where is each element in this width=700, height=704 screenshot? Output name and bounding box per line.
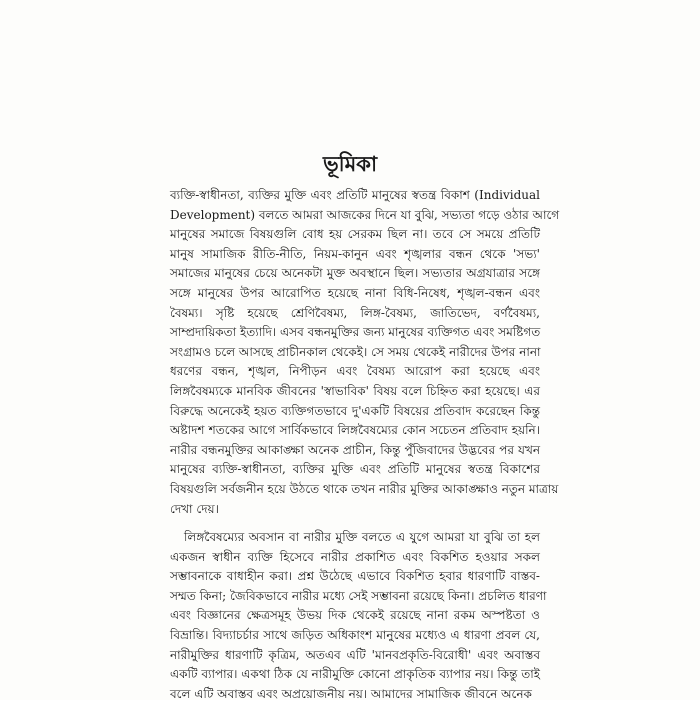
- text-line: সম্মত কিনা; জৈবিকভাবে নারীর মধ্যে সেই সম্ভাবনা রয়েছে কিনা। প্রচলিত ধারণা: [170, 588, 547, 603]
- text-line: নারীমুক্তির ধারণাটি কৃত্রিম, অতএব এটি 'মানবপ্রকৃতি-বিরোধী' এবং অবাস্তব: [170, 647, 540, 662]
- text-line: সমাজের মানুষের চেয়ে অনেকটা মুক্ত অবস্থানে ছিল। সভ্যতার অগ্রযাত্রার সঙ্গে: [170, 266, 540, 281]
- text-line: মানুষ সামাজিক রীতি-নীতি, নিয়ম-কানুন এবং শৃঙ্খলার বন্ধন থেকে 'সভ্য': [170, 246, 540, 261]
- paragraph-gap: [170, 519, 540, 528]
- text-line: সম্ভাবনাকে বাধাহীন করা। প্রশ্ন উঠেছে এভাবে বিকশিত হবার ধারণাটি বাস্তব-: [170, 569, 540, 584]
- text-line: ব্যক্তি-স্বাধীনতা, ব্যক্তির মুক্তি এবং প্রতিটি মানুষের স্বতন্ত্র বিকাশ (Individual: [170, 188, 540, 202]
- page-title: ভূমিকা: [322, 151, 378, 176]
- text-line: একটি ব্যাপার। একথা ঠিক যে নারীমুক্তি কোনো প্রাকৃতিক ব্যাপার নয়। কিন্তু তাই: [170, 667, 540, 682]
- paragraphs: [170, 186, 560, 704]
- text-line: সঙ্গে মানুষের উপর আরোপিত হয়েছে নানা বিধি-নিষেধ, শৃঙ্খল-বন্ধন এবং: [170, 285, 540, 300]
- text-line: লিঙ্গবৈষম্যের অবসান বা নারীর মুক্তি বলতে এ যুগে আমরা যা বুঝি তা হল: [184, 530, 540, 545]
- text-line: দেখা দেয়।: [170, 501, 219, 516]
- text-line: বলে এটি অবাস্তব এবং অপ্রয়োজনীয় নয়। আমাদের সামাজিক জীবনে অনেক: [170, 686, 532, 701]
- paragraph: [170, 186, 560, 519]
- text-line: বিষয়গুলি সর্বজনীন হয়ে উঠতে থাকে তখন নারীর মুক্তির আকাঙ্ক্ষাও নতুন মাত্রায়: [170, 481, 559, 496]
- text-line: ধরণের বন্ধন, শৃঙ্খল, নিপীড়ন এবং বৈষম্য আরোপ করা হয়েছে এবং: [170, 364, 540, 379]
- text-line: সংগ্রামও চলে আসছে প্রাচীনকাল থেকেই। সে সময় থেকেই নারীদের উপর নানা: [170, 344, 541, 359]
- text-line: বৈষম্য। সৃষ্টি হয়েছে শ্রেণিবৈষম্য, লিঙ্গ-বৈষম্য, জাতিভেদ, বর্ণবৈষম্য,: [170, 305, 540, 320]
- text-line: বিভ্রান্তি। বিদ্যাচর্চার সাথে জড়িত অধিকাংশ মানুষের মধ্যেও এ ধারণা প্রবল যে,: [170, 628, 540, 643]
- text-line: একজন স্বাধীন ব্যক্তি হিসেবে নারীর প্রকাশিত এবং বিকশিত হওয়ার সকল: [170, 549, 540, 564]
- body-text: [170, 186, 560, 704]
- paragraph: [170, 528, 547, 704]
- text-line: বিরুদ্ধে অনেকেই হয়ত ব্যক্তিগতভাবে দু'একটি বিষয়ের প্রতিবাদ করেছেন কিন্তু: [170, 403, 540, 418]
- text-line: লিঙ্গবৈষম্যকে মানবিক জীবনের 'স্বাভাবিক' বিষয় বলে চিহ্নিত করা হয়েছে। এর: [170, 383, 540, 398]
- text-line: এবং বিজ্ঞানের ক্ষেত্রসমূহ উভয় দিক থেকেই রয়েছে নানা রকম অস্পষ্টতা ও: [170, 608, 540, 623]
- text-line: সাম্প্রদায়িকতা ইত্যাদি। এসব বন্ধনমুক্তির জন্য মানুষের ব্যক্তিগত এবং সমষ্টিগত: [170, 325, 541, 340]
- text-line: Development) বলতে আমরা আজকের দিনে যা বুঝি, সভ্যতা গড়ে ওঠার আগে: [170, 207, 560, 222]
- text-line: মানুষের ব্যক্তি-স্বাধীনতা, ব্যক্তির মুক্তি এবং প্রতিটি মানুষের স্বতন্ত্র বিকাশের: [170, 462, 540, 477]
- text-line: অষ্টাদশ শতকের আগে সার্বিকভাবে লিঙ্গবৈষম্যের কোন সচেতন প্রতিবাদ হয়নি।: [170, 423, 540, 438]
- text-line: মানুষের সমাজে বিষয়গুলি বোধ হয় সেরকম ছিল না। তবে সে সময়ে প্রতিটি: [170, 227, 540, 242]
- text-line: নারীর বন্ধনমুক্তির আকাঙ্ক্ষা অনেক প্রাচীন, কিন্তু পুঁজিবাদের উদ্ভবের পর যখন: [170, 442, 540, 457]
